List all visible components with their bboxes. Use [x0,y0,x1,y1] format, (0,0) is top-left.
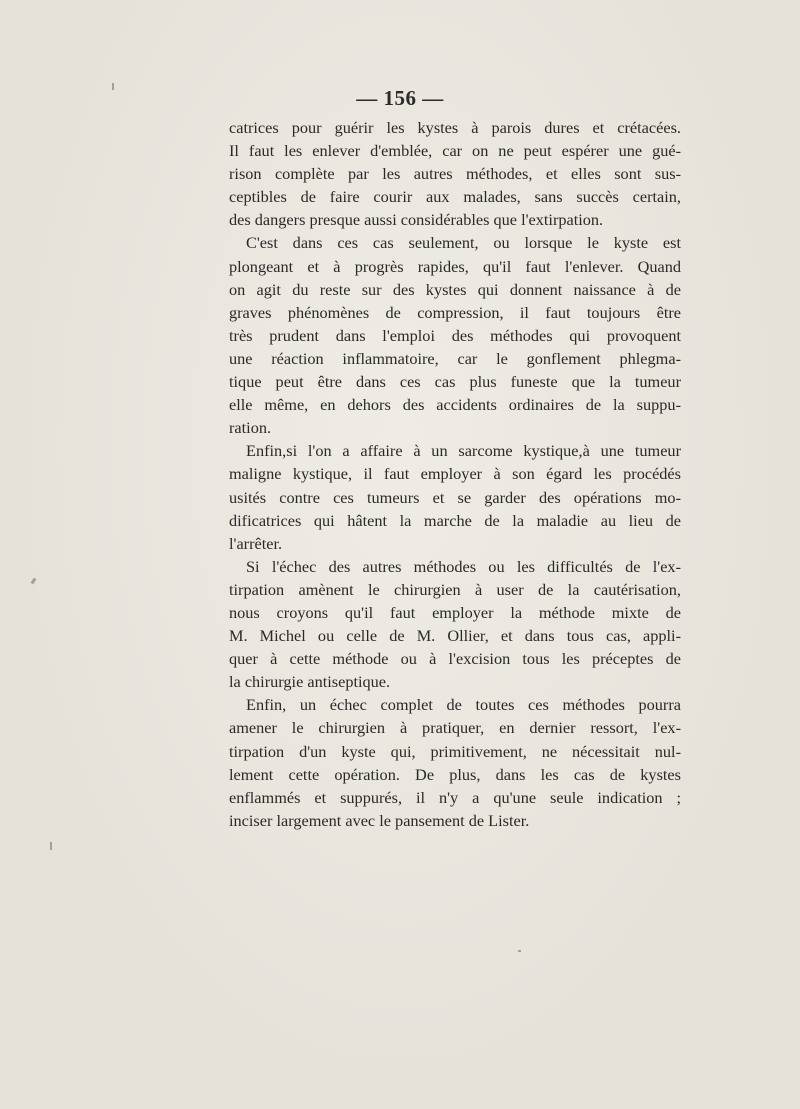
text-line: catrices pour guérir les kystes à parois dures et crétacées. [229,118,681,137]
text-line: ration. [229,418,272,438]
text-line: très prudent dans l'emploi des méthodes qui provoquent [229,325,681,345]
text-line: Enfin, un échec complet de toutes ces méthodes pourra [246,695,681,715]
text-line: tirpation d'un kyste qui, primitivement, ne nécessitait nul- [229,741,681,761]
text-line: usités contre ces tumeurs et se garder des opérations mo- [229,487,681,507]
text-line: graves phénomènes de compression, il faut toujours être [229,302,681,322]
text-line: Il faut les enlever d'emblée, car on ne peut espérer une gué- [229,141,681,161]
text-line: elle même, en dehors des accidents ordinaires de la suppu- [229,395,681,415]
body-text [229,116,681,832]
paragraph [229,439,681,554]
paper-speck [518,950,521,952]
paper-speck [112,83,114,90]
text-line: des dangers presque aussi considérables que l'extirpation. [229,210,604,230]
text-line: l'arrêter. [229,533,283,553]
text-line: amener le chirurgien à pratiquer, en dernier ressort, l'ex- [229,718,681,738]
paragraph [229,555,681,694]
text-line: inciser largement avec le pansement de Lister. [229,810,530,830]
text-line: on agit du reste sur des kystes qui donnent naissance à de [229,279,681,299]
text-line: nous croyons qu'il faut employer la méthode mixte de [229,602,681,622]
text-line: Si l'échec des autres méthodes ou les difficultés de l'ex- [246,556,681,576]
page-number: — 156 — [356,86,444,110]
text-line: C'est dans ces cas seulement, ou lorsque le kyste est [246,233,681,253]
text-line: M. Michel ou celle de M. Ollier, et dans tous cas, appli- [229,626,681,646]
paper-speck [50,842,52,850]
text-line: maligne kystique, il faut employer à son égard les procédés [229,464,681,484]
text-line: la chirurgie antiseptique. [229,672,391,692]
text-line: quer à cette méthode ou à l'excision tous les préceptes de [229,649,681,669]
text-line: tique peut être dans ces cas plus funeste que la tumeur [229,372,681,392]
text-line: dificatrices qui hâtent la marche de la maladie au lieu de [229,510,681,530]
text-line: lement cette opération. De plus, dans les cas de kystes [229,764,681,784]
paragraph [229,231,681,439]
text-line: une réaction inflammatoire, car le gonflement phlegma- [229,348,681,368]
paragraph [229,693,681,832]
paragraph [229,116,681,231]
text-line: plongeant et à progrès rapides, qu'il faut l'enlever. Quand [229,256,681,276]
text-line: ceptibles de faire courir aux malades, sans succès certain, [229,187,681,207]
text-line: Enfin,si l'on a affaire à un sarcome kystique,à une tumeur [246,441,681,461]
text-line: enflammés et suppurés, il n'y a qu'une seule indication ; [229,787,681,807]
text-line: rison complète par les autres méthodes, et elles sont sus- [229,164,681,184]
paper-speck [31,578,37,585]
text-line: tirpation amènent le chirurgien à user de la cautérisation, [229,579,681,599]
